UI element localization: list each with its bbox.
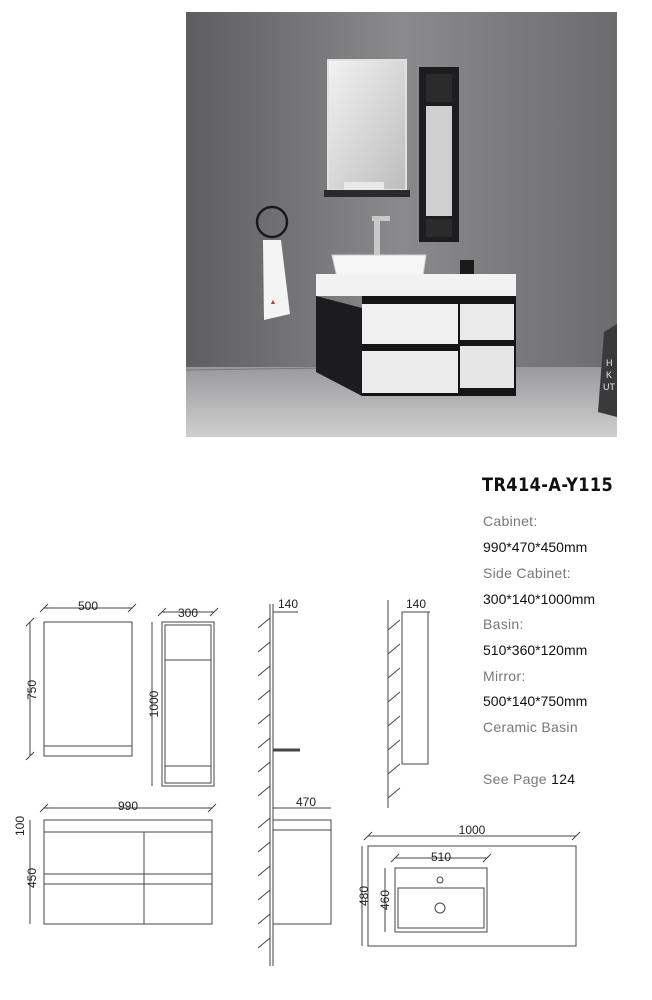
product-photo (186, 12, 617, 437)
spec-mirror-value: 500*140*750mm (483, 693, 588, 709)
dim-side-width: 300 (177, 606, 199, 620)
dim-basin-depth: 460 (378, 889, 392, 911)
dim-side-height: 1000 (147, 690, 161, 718)
dim-cabinet-height: 450 (25, 867, 39, 889)
see-page-label: See Page (483, 771, 547, 787)
cabinet-side-drawing (258, 800, 331, 966)
mirror-front-drawing (26, 604, 136, 760)
bag-text-1: H (606, 358, 613, 368)
dim-counter-height: 100 (13, 815, 27, 837)
svg-text:▲: ▲ (269, 299, 277, 306)
material-text: Ceramic Basin (483, 719, 578, 735)
dim-mirror-depth: 140 (277, 597, 299, 611)
cabinet-front-drawing (30, 804, 216, 924)
mirror-side-drawing (258, 604, 300, 806)
model-number: TR414-A-Y115 (482, 474, 614, 496)
spec-basin-value: 510*360*120mm (483, 642, 588, 658)
countertop-top-drawing (362, 832, 580, 946)
bathroom-scene-illustration (186, 12, 617, 437)
dim-cabinet-width: 990 (117, 799, 139, 813)
spec-basin-label: Basin: (483, 616, 524, 632)
dim-top-width: 1000 (458, 823, 486, 837)
spec-cabinet-label: Cabinet: (483, 513, 538, 529)
dim-mirror-height: 750 (25, 679, 39, 701)
dim-basin-width: 510 (430, 850, 452, 864)
spec-mirror-label: Mirror: (483, 668, 526, 684)
dim-top-depth: 480 (357, 885, 371, 907)
technical-drawings (0, 590, 652, 1000)
see-page-number: 124 (551, 771, 576, 787)
spec-side-cabinet-value: 300*140*1000mm (483, 591, 596, 607)
bag-text-3: UT (603, 382, 615, 392)
dim-side-depth: 140 (405, 597, 427, 611)
spec-side-cabinet-label: Side Cabinet: (483, 565, 571, 581)
side-cabinet-side-drawing (388, 600, 430, 808)
dim-cabinet-depth: 470 (295, 795, 317, 809)
side-cabinet-front-drawing (152, 608, 218, 786)
spec-cabinet-value: 990*470*450mm (483, 539, 588, 555)
dim-mirror-width: 500 (77, 599, 99, 613)
bag-text-2: K (606, 370, 613, 380)
